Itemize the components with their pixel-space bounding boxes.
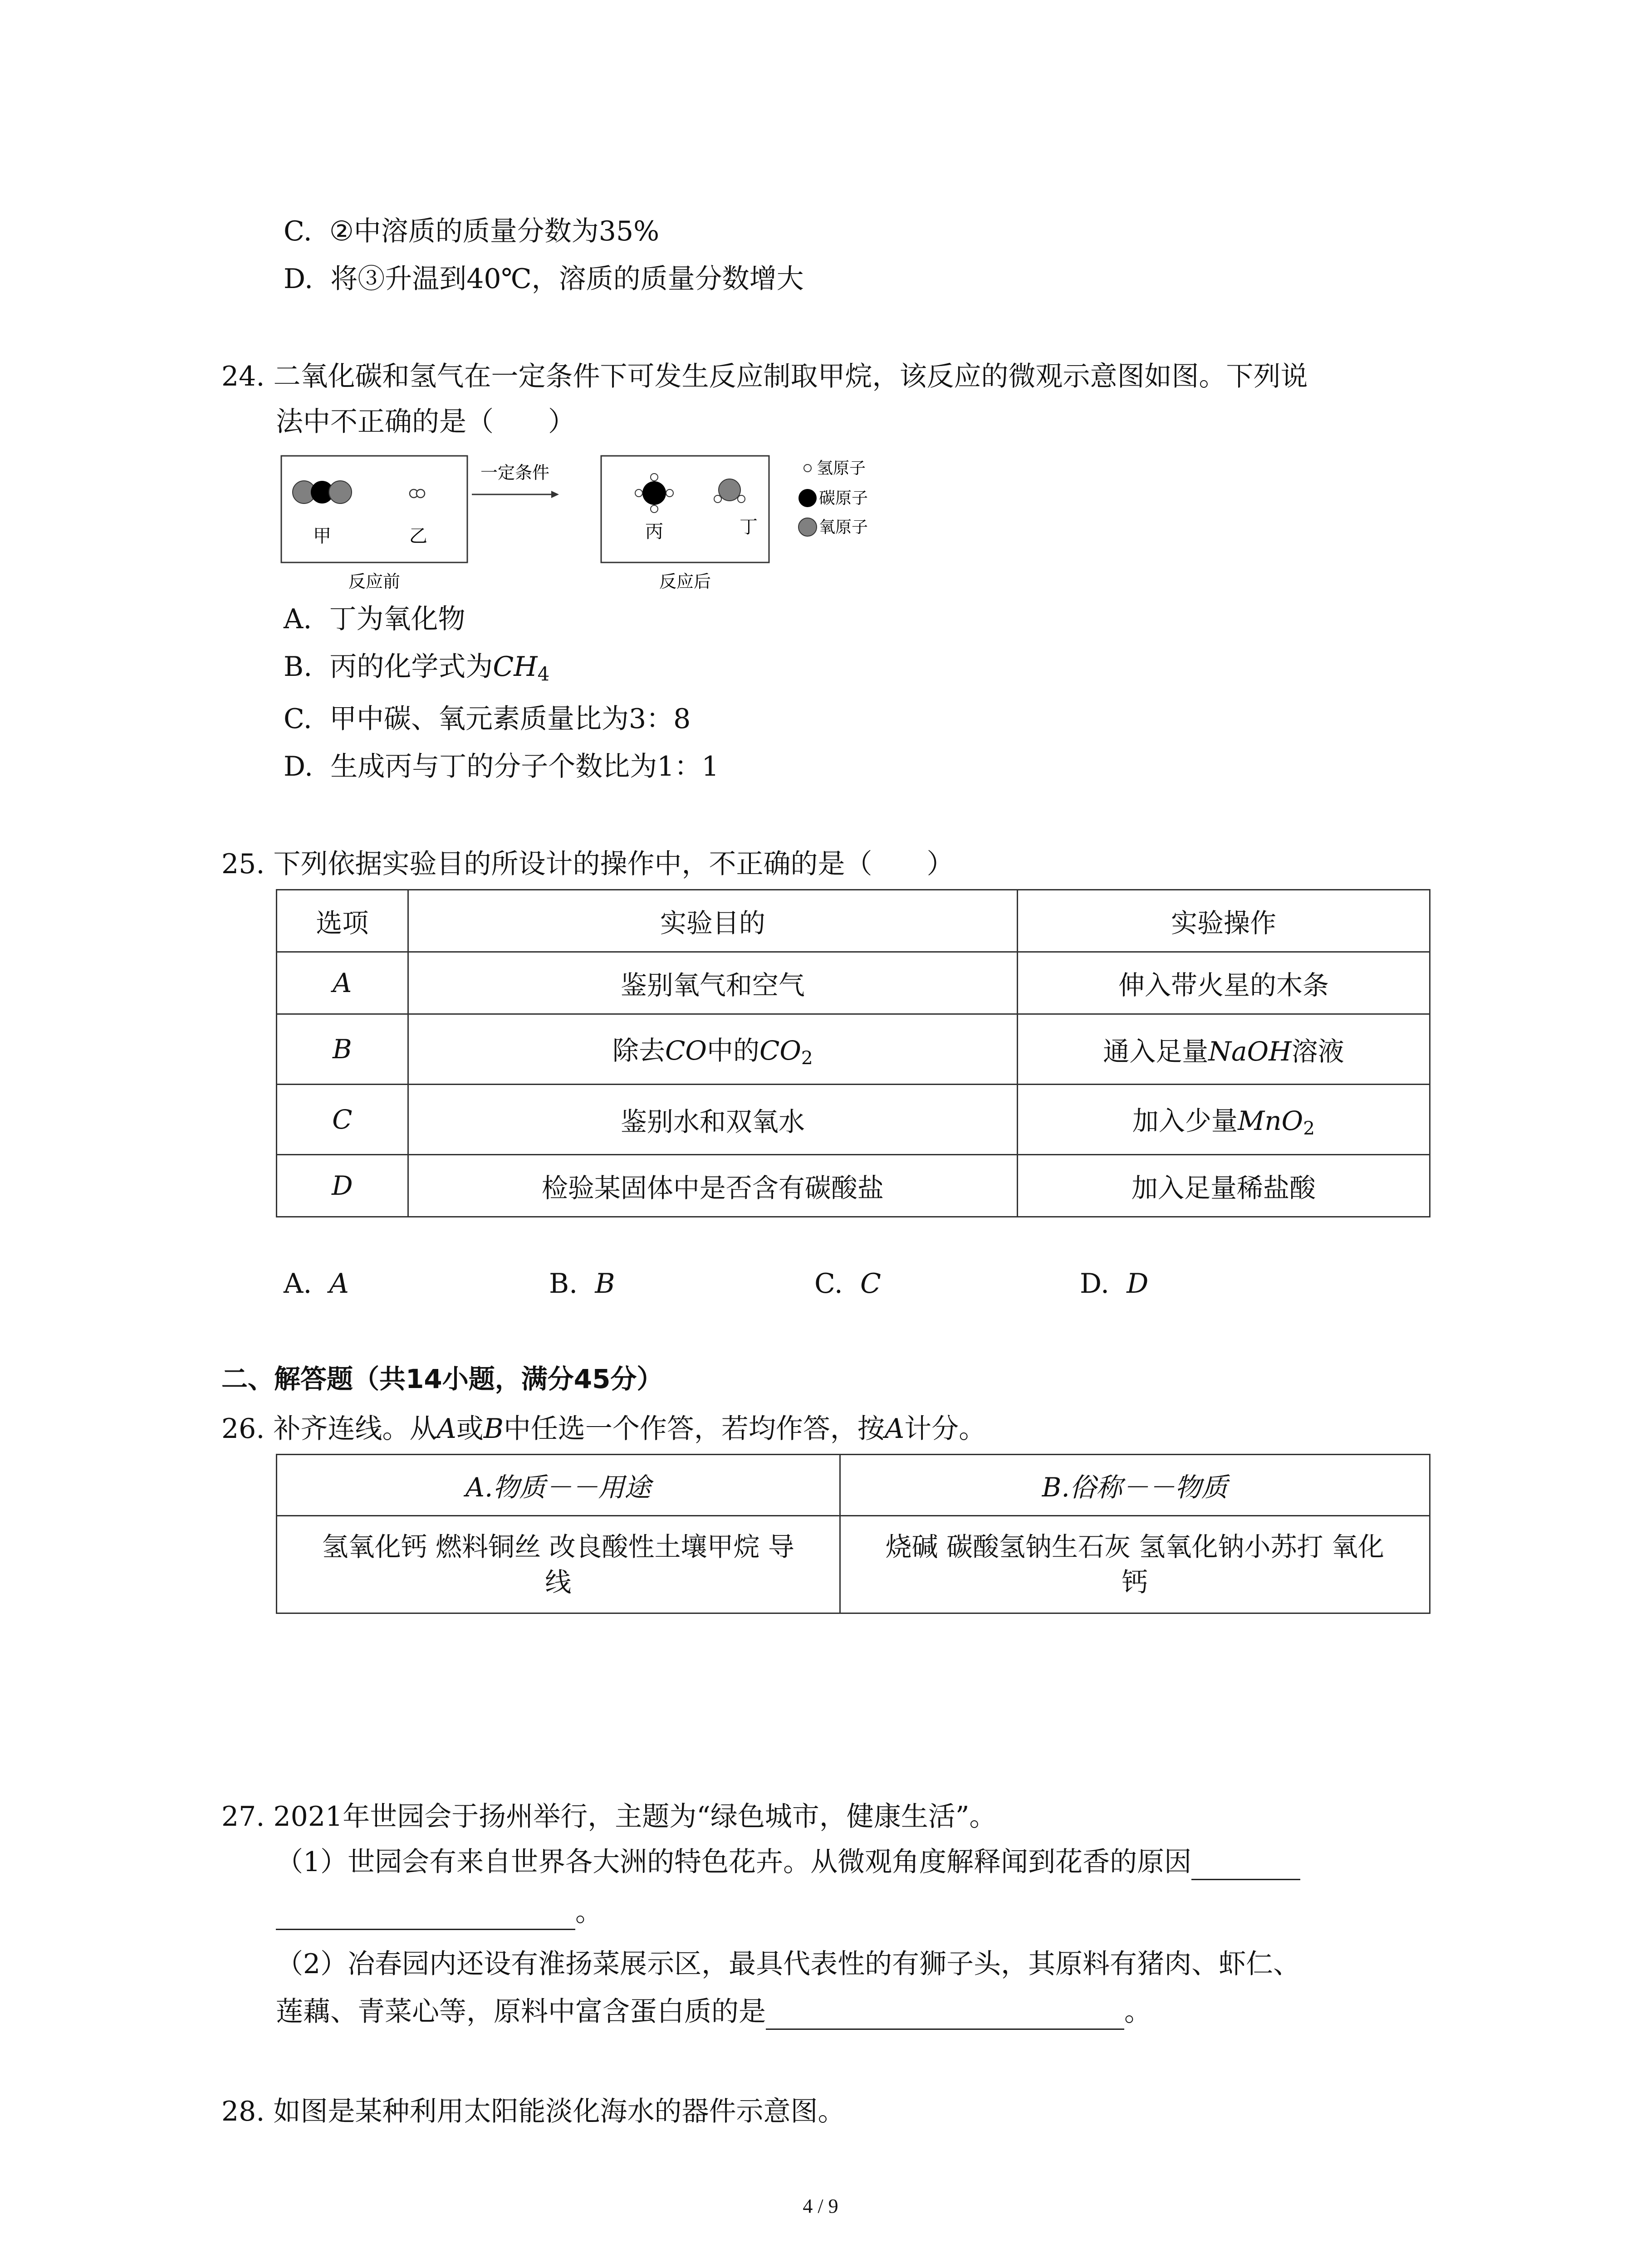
- purpose-cell: 检验某固体中是否含有碳酸盐: [408, 1155, 1017, 1217]
- q24-stem-line1: [221, 358, 1308, 395]
- legend-carbon-swatch: [798, 489, 817, 507]
- option-label: D.: [284, 751, 314, 782]
- table-header-row: [277, 890, 1430, 952]
- formula-subscript: 4: [537, 663, 550, 685]
- option-cell: D: [277, 1155, 408, 1217]
- table-row: [277, 1155, 1430, 1217]
- label-ding: 丁: [740, 517, 758, 538]
- legend-hydrogen-swatch: [804, 464, 811, 472]
- question-stem: 法中不正确的是（ ）: [276, 406, 575, 438]
- part-text: 莲藕、青菜心等，原料中富含蛋白质的是: [276, 1996, 766, 2028]
- option-label: A.: [284, 1268, 312, 1300]
- option-value: A: [329, 1268, 349, 1300]
- q23-option-d: [284, 261, 804, 297]
- after-box: [601, 456, 769, 562]
- operation-cell: 加入少量MnO$_2$: [1017, 1085, 1430, 1155]
- option-label: C.: [284, 703, 312, 735]
- arrow-label: 一定条件: [480, 463, 550, 483]
- before-box: [281, 456, 467, 562]
- q23-option-c: [284, 213, 659, 249]
- part-text: （2）冶春园内还设有淮扬菜展示区，最具代表性的有狮子头，其原料有猪肉、虾仁、: [276, 1948, 1301, 1980]
- option-label: A.: [284, 603, 312, 635]
- option-cell: C: [277, 1085, 408, 1155]
- option-value: B: [595, 1268, 615, 1300]
- q25-answer-c: [814, 1266, 881, 1302]
- purpose-cell: 除去CO中的$CO_2$: [408, 1014, 1017, 1085]
- option-text: 生成丙与丁的分子个数比为1：1: [330, 751, 719, 782]
- operation-cell: 通入足量NaOH溶液: [1017, 1014, 1430, 1085]
- q25-answer-d: [1080, 1266, 1148, 1302]
- option-text: ②中溶质的质量分数为35%: [329, 215, 660, 247]
- question-number: 27.: [221, 1801, 265, 1833]
- q27-part1: [276, 1844, 1300, 1880]
- operation-cell: 加入足量稀盐酸: [1017, 1155, 1430, 1217]
- molecule-bing: [635, 474, 673, 513]
- option-cell: B: [277, 1014, 408, 1085]
- cell-b: 烧碱 碳酸氢钠生石灰 氢氧化钠小苏打 氧化 钙: [840, 1516, 1430, 1613]
- q25-stem: [221, 846, 954, 882]
- molecule-jia: [293, 481, 352, 503]
- arrow-head: [551, 491, 559, 498]
- table-row: [277, 1516, 1430, 1613]
- page-number: 4 / 9: [803, 2195, 838, 2217]
- option-label: D.: [1080, 1268, 1110, 1300]
- label-bing: 丙: [645, 521, 663, 542]
- header-cell: 实验操作: [1017, 890, 1430, 952]
- question-stem: 下列依据实验目的所设计的操作中，不正确的是（ ）: [273, 848, 954, 880]
- answer-blank[interactable]: [276, 1901, 575, 1930]
- molecule-ding: [714, 479, 745, 503]
- purpose-cell: 鉴别氧气和空气: [408, 952, 1017, 1014]
- table-header-row: [277, 1455, 1430, 1516]
- option-text: 甲中碳、氧元素质量比为3：8: [329, 703, 691, 735]
- purpose-cell: 鉴别水和双氧水: [408, 1085, 1017, 1155]
- q24-option-a: [284, 601, 465, 637]
- answer-blank[interactable]: [1191, 1852, 1300, 1880]
- question-number: 25.: [221, 848, 265, 880]
- q24-option-b: [284, 649, 549, 693]
- legend-oxygen: 氧原子: [819, 518, 868, 537]
- q28-stem: [221, 2093, 845, 2130]
- section-heading: 二、解答题（共14小题，满分45分）: [221, 1364, 663, 1394]
- question-number: 26.: [221, 1413, 265, 1445]
- q27-part2-line1: [276, 1946, 1300, 1982]
- header-cell-a: A.物质－－用途: [277, 1455, 840, 1516]
- label-jia: 甲: [313, 526, 331, 547]
- option-label: C.: [814, 1268, 843, 1300]
- option-text: 丁为氧化物: [329, 603, 465, 635]
- header-cell: 实验目的: [408, 890, 1017, 952]
- option-cell: A: [277, 952, 408, 1014]
- question-stem: 2021年世园会于扬州举行，主题为“绿色城市，健康生活”。: [273, 1801, 997, 1833]
- q25-answer-a: [284, 1266, 349, 1302]
- legend: [798, 459, 868, 537]
- q27-part2-line2: 莲藕、青菜心等，原料中富含蛋白质的是 。: [276, 1994, 1151, 2030]
- header-cell-b: B.俗称－－物质: [840, 1455, 1430, 1516]
- option-text: 将③升温到40℃，溶质的质量分数增大: [330, 263, 804, 295]
- q24-stem-line2: [276, 404, 575, 440]
- table-row: [277, 952, 1430, 1014]
- part-text: （1）世园会有来自世界各大洲的特色花卉。从微观角度解释闻到花香的原因: [276, 1846, 1192, 1878]
- q24-option-c: [284, 701, 691, 737]
- option-label: B.: [284, 651, 313, 683]
- option-value: D: [1127, 1268, 1149, 1300]
- caption-after: 反应后: [659, 572, 711, 591]
- question-number: 24.: [221, 361, 265, 392]
- header-cell: 选项: [277, 890, 408, 952]
- cell-a: 氢氧化钙 燃料铜丝 改良酸性土壤甲烷 导 线: [277, 1516, 840, 1613]
- q27-part1-cont: 。: [276, 1894, 603, 1930]
- q26-table: [276, 1454, 1430, 1614]
- legend-carbon: 碳原子: [819, 489, 868, 508]
- answer-blank[interactable]: [766, 2001, 1124, 2030]
- option-label: D.: [284, 263, 314, 295]
- reaction-diagram: [272, 449, 935, 603]
- molecule-yi: [410, 489, 425, 498]
- table-row: [277, 1085, 1430, 1155]
- q26-stem: 26. 补齐连线。从A或B中任选一个作答，若均作答，按A计分。: [221, 1413, 986, 1445]
- option-text: 丙的化学式为: [329, 651, 493, 683]
- option-value: C: [860, 1268, 881, 1300]
- operation-cell: 伸入带火星的木条: [1017, 952, 1430, 1014]
- q25-answer-b: [549, 1266, 615, 1302]
- option-label: C.: [284, 215, 312, 247]
- question-number: 28.: [221, 2096, 265, 2127]
- legend-oxygen-swatch: [798, 518, 817, 536]
- legend-hydrogen: 氢原子: [817, 459, 866, 478]
- question-stem: 二氧化碳和氢气在一定条件下可发生反应制取甲烷，该反应的微观示意图如图。下列说: [273, 361, 1308, 392]
- option-label: B.: [549, 1268, 578, 1300]
- question-stem: 如图是某种利用太阳能淡化海水的器件示意图。: [273, 2096, 845, 2127]
- caption-before: 反应前: [348, 572, 401, 591]
- label-yi: 乙: [409, 526, 427, 547]
- formula: CH: [493, 651, 538, 683]
- q27-stem: [221, 1799, 997, 1835]
- q24-option-d: [284, 748, 719, 785]
- table-row: [277, 1014, 1430, 1085]
- q25-table: [276, 889, 1430, 1217]
